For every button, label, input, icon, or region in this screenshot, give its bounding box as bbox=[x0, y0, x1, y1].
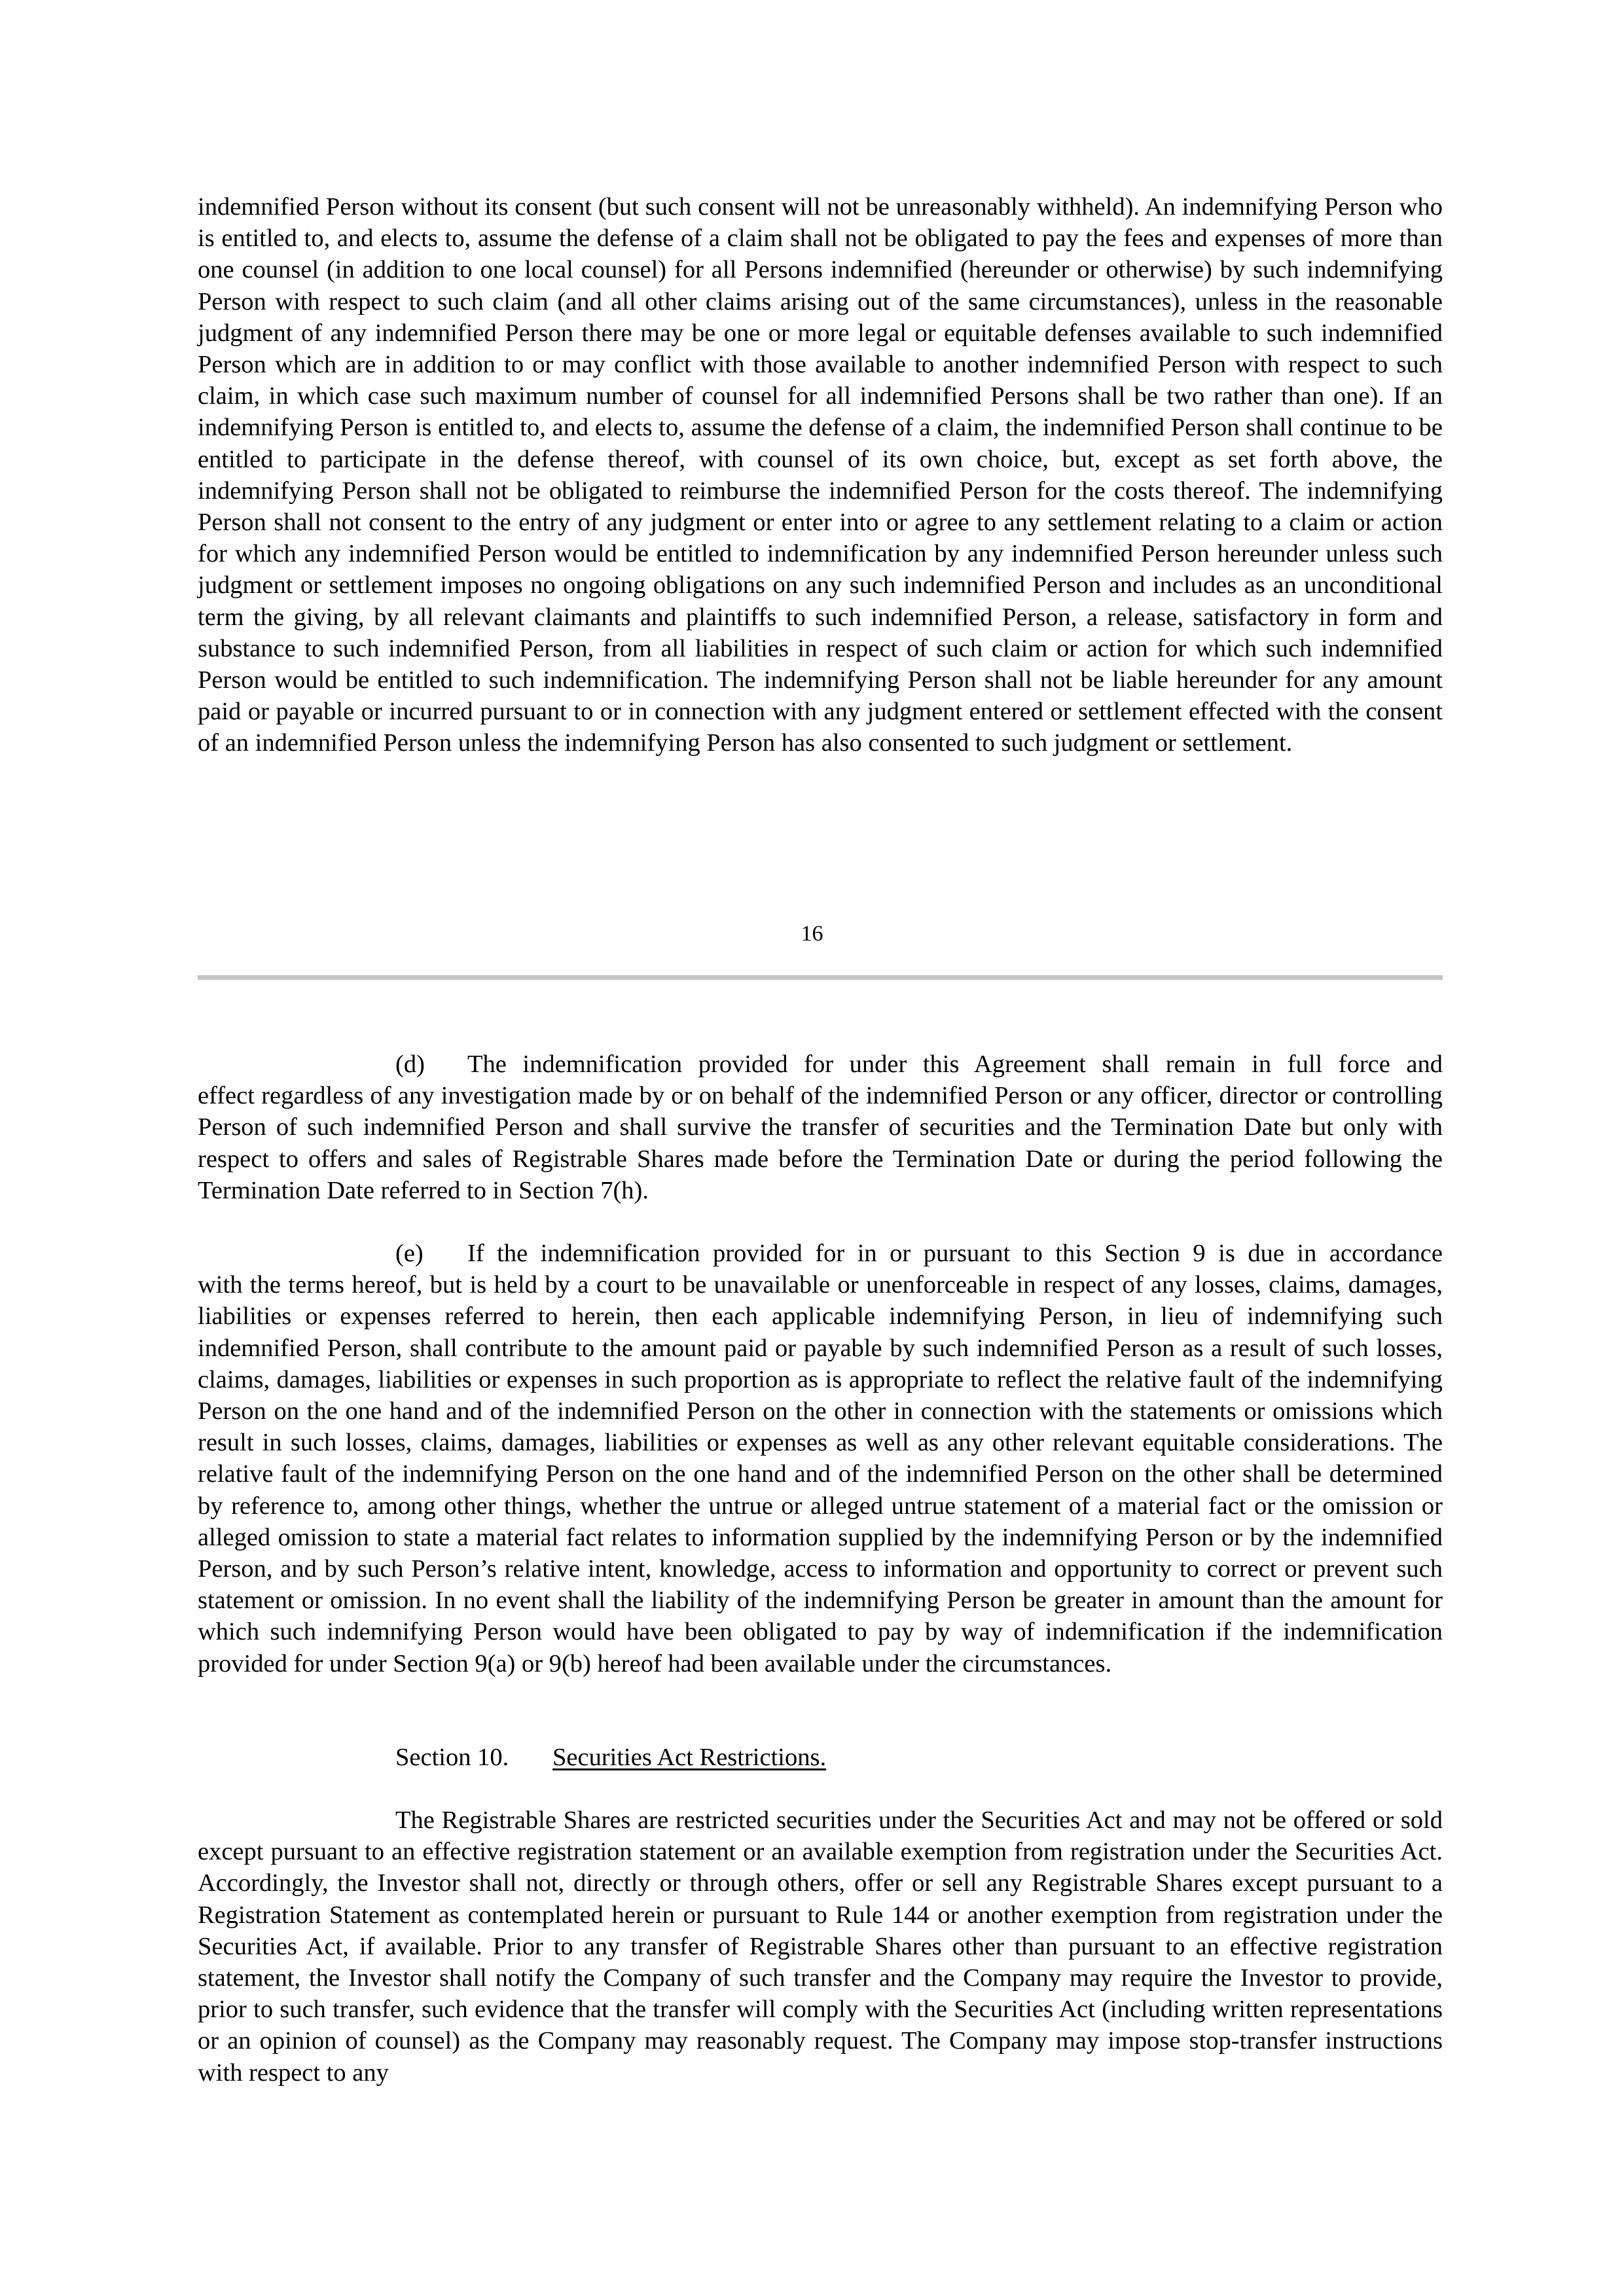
section-10-number: Section 10. bbox=[395, 1744, 509, 1771]
paragraph-d-first-line bbox=[198, 1049, 1443, 1080]
section-10-paragraph-block bbox=[198, 1804, 1443, 2089]
page-number: 16 bbox=[801, 922, 823, 946]
paragraph-d-body: effect regardless of any investigation made by or on behalf of the indemnified Person or any officer, director or controlling Person of such indemnified Person and shall survive the transfer of securities and the Termination Date but only with respect to offers and sales of Registrable Shares made before the Termination Date or during the period following the Termination Date referred to in Section 7(h). bbox=[198, 1082, 1443, 1204]
page-divider bbox=[198, 975, 1443, 980]
section-10-heading bbox=[198, 1742, 1443, 1773]
paragraph-d-first-line-text: The indemnification provided for under this Agreement shall remain in full force and bbox=[467, 1050, 1443, 1078]
paragraph-d bbox=[198, 1049, 1443, 1206]
paragraph-e-body: with the terms hereof, but is held by a court to be unavailable or unenforceable in respect of any losses, claims, damages, liabilities or expenses referred to herein, then each applicable indemnifying Person, in lieu of indemnifying such indemnified Person, shall contribute to the amount paid or payable by such indemnified Person as a result of such losses, claims, damages, liabilities or expenses in such proportion as is appropriate to reflect the relative fault of the indemnifying Person on the one hand and of the indemnified Person on the other in connection with the statements or omissions which result in such losses, claims, damages, liabilities or expenses as well as any other relevant equitable considerations. The relative fault of the indemnifying Person on the one hand and of the indemnified Person on the other shall be determined by reference to, among other things, whether the untrue or alleged untrue statement of a material fact or the omission or alleged omission to state a material fact relates to information supplied by the indemnifying Person or by the indemnified Person, and by such Person’s relative intent, knowledge, access to information and opportunity to correct or prevent such statement or omission. In no event shall the liability of the indemnifying Person be greater in amount than the amount for which such indemnifying Person would have been obligated to pay by way of indemnification if the indemnification provided for under Section 9(a) or 9(b) hereof had been available under the circumstances. bbox=[198, 1271, 1443, 1677]
paragraph-e-first-line bbox=[198, 1238, 1443, 1269]
paragraph-e bbox=[198, 1238, 1443, 1679]
section-10-heading-line bbox=[198, 1742, 1443, 1773]
continued-paragraph-block bbox=[198, 191, 1443, 759]
paragraph-e-first-line-text: If the indemnification provided for in or pursuant to this Section 9 is due in accordance bbox=[467, 1240, 1443, 1267]
section-10-paragraph: The Registrable Shares are restricted securities under the Securities Act and may not be offered or sold except pursuant to an effective registration statement or an available exemption from registration under the Securities Act. Accordingly, the Investor shall not, directly or through others, offer or sell any Registrable Shares except pursuant to a Registration Statement as contemplated herein or pursuant to Rule 144 or another exemption from registration under the Securities Act, if available. Prior to any transfer of Registrable Shares other than pursuant to an effective registration statement, the Investor shall notify the Company of such transfer and the Company may require the Investor to provide, prior to such transfer, such evidence that the transfer will comply with the Securities Act (including written representations or an opinion of counsel) as the Company may reasonably request. The Company may impose stop-transfer instructions with respect to any bbox=[198, 1806, 1443, 2087]
section-10-title: Securities Act Restrictions. bbox=[552, 1744, 827, 1771]
continued-paragraph: indemnified Person without its consent (but such consent will not be unreasonably withheld). An indemnifying Person who is entitled to, and elects to, assume the defense of a claim shall not be obligated to pay the fees and expenses of more than one counsel (in addition to one local counsel) for all Persons indemnified (hereunder or otherwise) by such indemnifying Person with respect to such claim (and all other claims arising out of the same circumstances), unless in the reasonable judgment of any indemnified Person there may be one or more legal or equitable defenses available to such indemnified Person which are in addition to or may conflict with those available to another indemnified Person with respect to such claim, in which case such maximum number of counsel for all indemnified Persons shall be two rather than one). If an indemnifying Person is entitled to, and elects to, assume the defense of a claim, the indemnified Person shall continue to be entitled to participate in the defense thereof, with counsel of its own choice, but, except as set forth above, the indemnifying Person shall not be obligated to reimburse the indemnified Person for the costs thereof. The indemnifying Person shall not consent to the entry of any judgment or enter into or agree to any settlement relating to a claim or action for which any indemnified Person would be entitled to indemnification by any indemnified Person hereunder unless such judgment or settlement imposes no ongoing obligations on any such indemnified Person and includes as an unconditional term the giving, by all relevant claimants and plaintiffs to such indemnified Person, a release, satisfactory in form and substance to such indemnified Person, from all liabilities in respect of such claim or action for which such indemnified Person would be entitled to such indemnification. The indemnifying Person shall not be liable hereunder for any amount paid or payable or incurred pursuant to or in connection with any judgment entered or settlement effected with the consent of an indemnified Person unless the indemnifying Person has also consented to such judgment or settlement. bbox=[198, 193, 1443, 757]
paragraph-e-label: (e) bbox=[395, 1240, 424, 1267]
paragraph-d-label: (d) bbox=[395, 1050, 425, 1078]
